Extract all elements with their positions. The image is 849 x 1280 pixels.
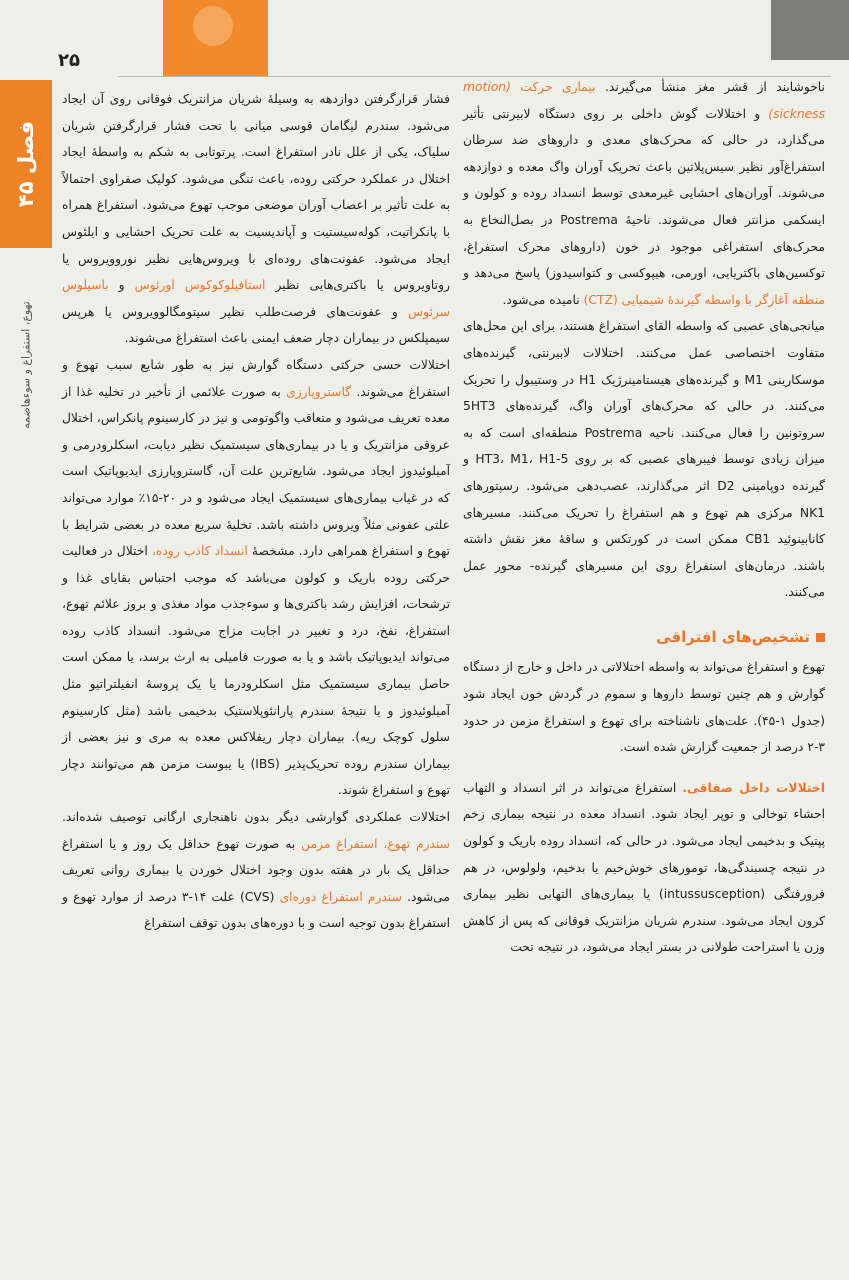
text-run: استفراغ می‌تواند در اثر انسداد و التهاب احشاء توخالی و توپر ایجاد شود. انسداد معده در نتیجه بیماری زخم پپتیک و بدخیمی ایجاد می‌شود. در حالی که، انسداد روده باریک و کولون در نتیجه چسبندگی‌ها، تومورهای خوش‌خیم یا بدخیم، ولولوس، در هم فرورفتگی (intussusception) یا بیماری‌های التهابی نظیر بیماری کرون ایجاد می‌شود. سندرم شریان مزانتریک فوقانی که پس از کاهش وزن یا استراحت طولانی در بستر ایجاد می‌شود، در نتیجه تحت — [463, 780, 825, 955]
text-run: اختلالات حسی حرکتی دستگاه گوارش نیز به طور شایع سبب تهوع و استفراغ می‌شوند. — [62, 357, 450, 399]
right-column — [463, 74, 825, 961]
section-heading — [463, 624, 825, 651]
page-corner-shadow — [771, 0, 849, 60]
subheading: اختلالات داخل صفاقی. — [682, 780, 826, 795]
left-column — [62, 86, 450, 937]
text-run: و عفونت‌های فرصت‌طلب نظیر سیتومگالوویروس یا هرپس سیمپلکس در بیماران دچار ضعف ایمنی باعث استفراغ می‌شوند. — [62, 304, 450, 346]
text-run: به صورت تهوع حداقل یک روز و یا استفراغ حداقل یک بار در هفته بدون وجود اختلال خوردن یا بیماری روانی تعریف می‌شود. — [62, 836, 450, 904]
chapter-tab — [0, 80, 52, 248]
bullet-square — [816, 633, 825, 642]
section-heading-text: تشخیص‌های افتراقی — [656, 627, 810, 646]
highlight-term: بیماری حرکت — [520, 80, 596, 94]
highlight-term: انسداد کاذب روده، — [151, 544, 248, 559]
text-run: و — [118, 278, 125, 293]
highlight-term: استافیلوکوکوس اورئوس — [134, 278, 266, 293]
highlight-term: سندرم تهوع، استفراغ مزمن — [301, 836, 450, 851]
paragraph — [463, 775, 825, 961]
paragraph — [62, 804, 450, 937]
paragraph — [62, 86, 450, 352]
header-decoration — [163, 0, 268, 76]
text-run: به صورت علائمی از تأخیر در تخلیه غذا از معده تعریف می‌شود و متعاقب واگوتومی و نیز در کارسینوم پانکراس، اختلال عروقی مزانتریک و یا در بیماری‌های سیستمیک نظیر دیابت، اسکلرودرمی و آمیلوئیدوز ایجاد می‌شود. شایع‌ترین علت آن، گاستروپارزی ایدیوپاتیک است که در غیاب بیماری‌های سیستمیک ایجاد می‌شود و در ۲۰-۱۵٪ موارد می‌تواند علتی عفونی مثلاً ویروس داشته باشد. تخلیهٔ سریع معده در بعضی شرایط با تهوع و استفراغ همراهی دارد. مشخصهٔ — [62, 384, 450, 559]
chapter-subtitle-text: تهوع، استفراغ و سوءهاضمه — [19, 301, 33, 429]
paragraph: میانجی‌های عصبی که واسطه القای استفراغ هستند، برای این محل‌های متفاوت اختصاصی عمل می‌کنند. اختلالات لابیرنتی، گیرنده‌های موسکارینی M1 و گیرنده‌های هیستامینرژیک H1 در وستیبول را تحریک می‌کنند. در حالی که محرک‌های آوران واگ، گیرنده‌های 5HT3 سروتونین را فعال می‌کنند. ناحیه Postrema منطقه‌ای است که به میزان زیادی توسط فیبرهای عصبی که بر روی 5-HT3، M1، H1 و گیرنده دوپامینی D2 اثر می‌گذارند، عصب‌دهی می‌شود. رسپتورهای NK1 مرکزی هم تهوع و هم استفراغ را تحریک می‌کنند. مسیرهای کانابینوئید CB1 ممکن است در کورتکس و ساقهٔ مغز نقش داشته باشند. درمان‌های استفراغ روی این مسیرهای گیرنده- محور عمل می‌کنند. — [463, 319, 826, 600]
highlight-term-en: (motion sickness) — [463, 80, 825, 121]
text-run: نامیده می‌شود. — [502, 292, 580, 307]
text-run: ناخوشایند از قشر مغز منشأ می‌گیرند. — [604, 80, 825, 94]
text-run: و اختلالات گوش داخلی بر روی دستگاه لابیرنتی تأثیر می‌گذارد، در حالی که محرک‌های معدی و داروهای ضد سرطان استفراغ‌آور نظیر سیس‌پلاتین باعث تحریک آوران واگ معده و دوازدهه می‌شوند. آوران‌های احشایی غیرمعدی توسط انسداد روده و کولون و ایسکمی مزانتر فعال می‌شوند. ناحیهٔ Postrema در بصل‌النخاع به محرک‌های استفراغی موجود در خون (داروهای محرک استفراغ، توکسین‌های باکتریایی، اورمی، هیپوکسی و کتواسیدوز) پاسخ می‌دهد و — [463, 106, 825, 281]
text-run: (CVS) علت ۱۴-۳ درصد از موارد تهوع و استفراغ بدون توجیه است و با دوره‌های بدون توقف استفراغ — [62, 889, 450, 931]
highlight-term: سندرم استفراغ دوره‌ای — [279, 889, 402, 904]
text-run: اختلال در فعالیت حرکتی روده باریک و کولون می‌باشد که موجب احتباس بقایای غذا و ترشحات، افزایش رشد باکتری‌ها و سوءجذب مواد مغذی و بروز علائم تهوع، استفراغ، نفخ، درد و تغییر در اجابت مزاج می‌شود. انسداد کاذب روده می‌تواند ایدیوپاتیک باشد و یا به صورت فامیلی به ارث برسد، یا ممکن است حاصل بیماری سیستمیک مثل اسکلرودرما یا یک پروسهٔ انفیلتراتیو مثل آمیلوئیدوز و یا نتیجهٔ سندرم پارانئوپلاستیک بدخیمی باشد (مثل کارسینوم سلول کوچک ریه). بیماران دچار ریفلاکس معده به مری و نیز بعضی از بیماران سندرم روده تحریک‌پذیر (IBS) یا یبوست مزمن هم می‌توانند دچار تهوع و استفراغ شوند. — [62, 544, 450, 798]
chapter-tab-label: فصل ۴۵ — [14, 120, 38, 208]
text-run: اختلالات عملکردی گوارشی دیگر بدون ناهنجاری ارگانی توصیف شده‌اند. — [62, 810, 450, 825]
chapter-subtitle — [4, 255, 48, 475]
text-run: فشار قرارگرفتن دوازدهه به وسیلهٔ شریان مزانتریک فوقانی روی آن ایجاد می‌شود. سندرم لیگامان قوسی میانی با تحت فشار قرارگرفتن شریان سلیاک، یکی از علل نادر استفراغ است. پرتوتابی به شکم به واسطهٔ ایجاد اختلال در عملکرد حرکتی روده، باعث تنگی می‌شود. کولیک صفراوی احتمالاً به علت تأثیر بر اعصاب آوران موضعی موجب تهوع می‌شود. استفراغ همراه با پانکراتیت، کوله‌سیستیت و آپاندیسیت به علت تحریک احشایی و ایلئوس ایجاد می‌شود. عفونت‌های روده‌ای با ویروس‌هایی نظیر نوروویروس یا روتاویروس یا باکتری‌هایی نظیر — [62, 92, 450, 293]
page-number: ۲۵ — [58, 50, 80, 71]
highlight-term: باسیلوس سرئوس — [62, 278, 450, 319]
paragraph — [463, 74, 825, 313]
paragraph — [62, 352, 450, 804]
highlight-term: گاستروپارزی — [286, 384, 352, 399]
highlight-term: منطقه آغازگر با واسطه گیرندهٔ شیمیایی (CTZ) — [583, 292, 825, 307]
paragraph: تهوع و استفراغ می‌تواند به واسطه اختلالاتی در داخل و خارج از دستگاه گوارش و هم چنین توسط داروها و سموم در گردش خون ایجاد شود (جدول ۱-۴۵). علت‌های ناشناخته برای تهوع و استفراغ مزمن در حدود ۳-۲ درصد از جمعیت گزارش شده است. — [463, 660, 825, 755]
